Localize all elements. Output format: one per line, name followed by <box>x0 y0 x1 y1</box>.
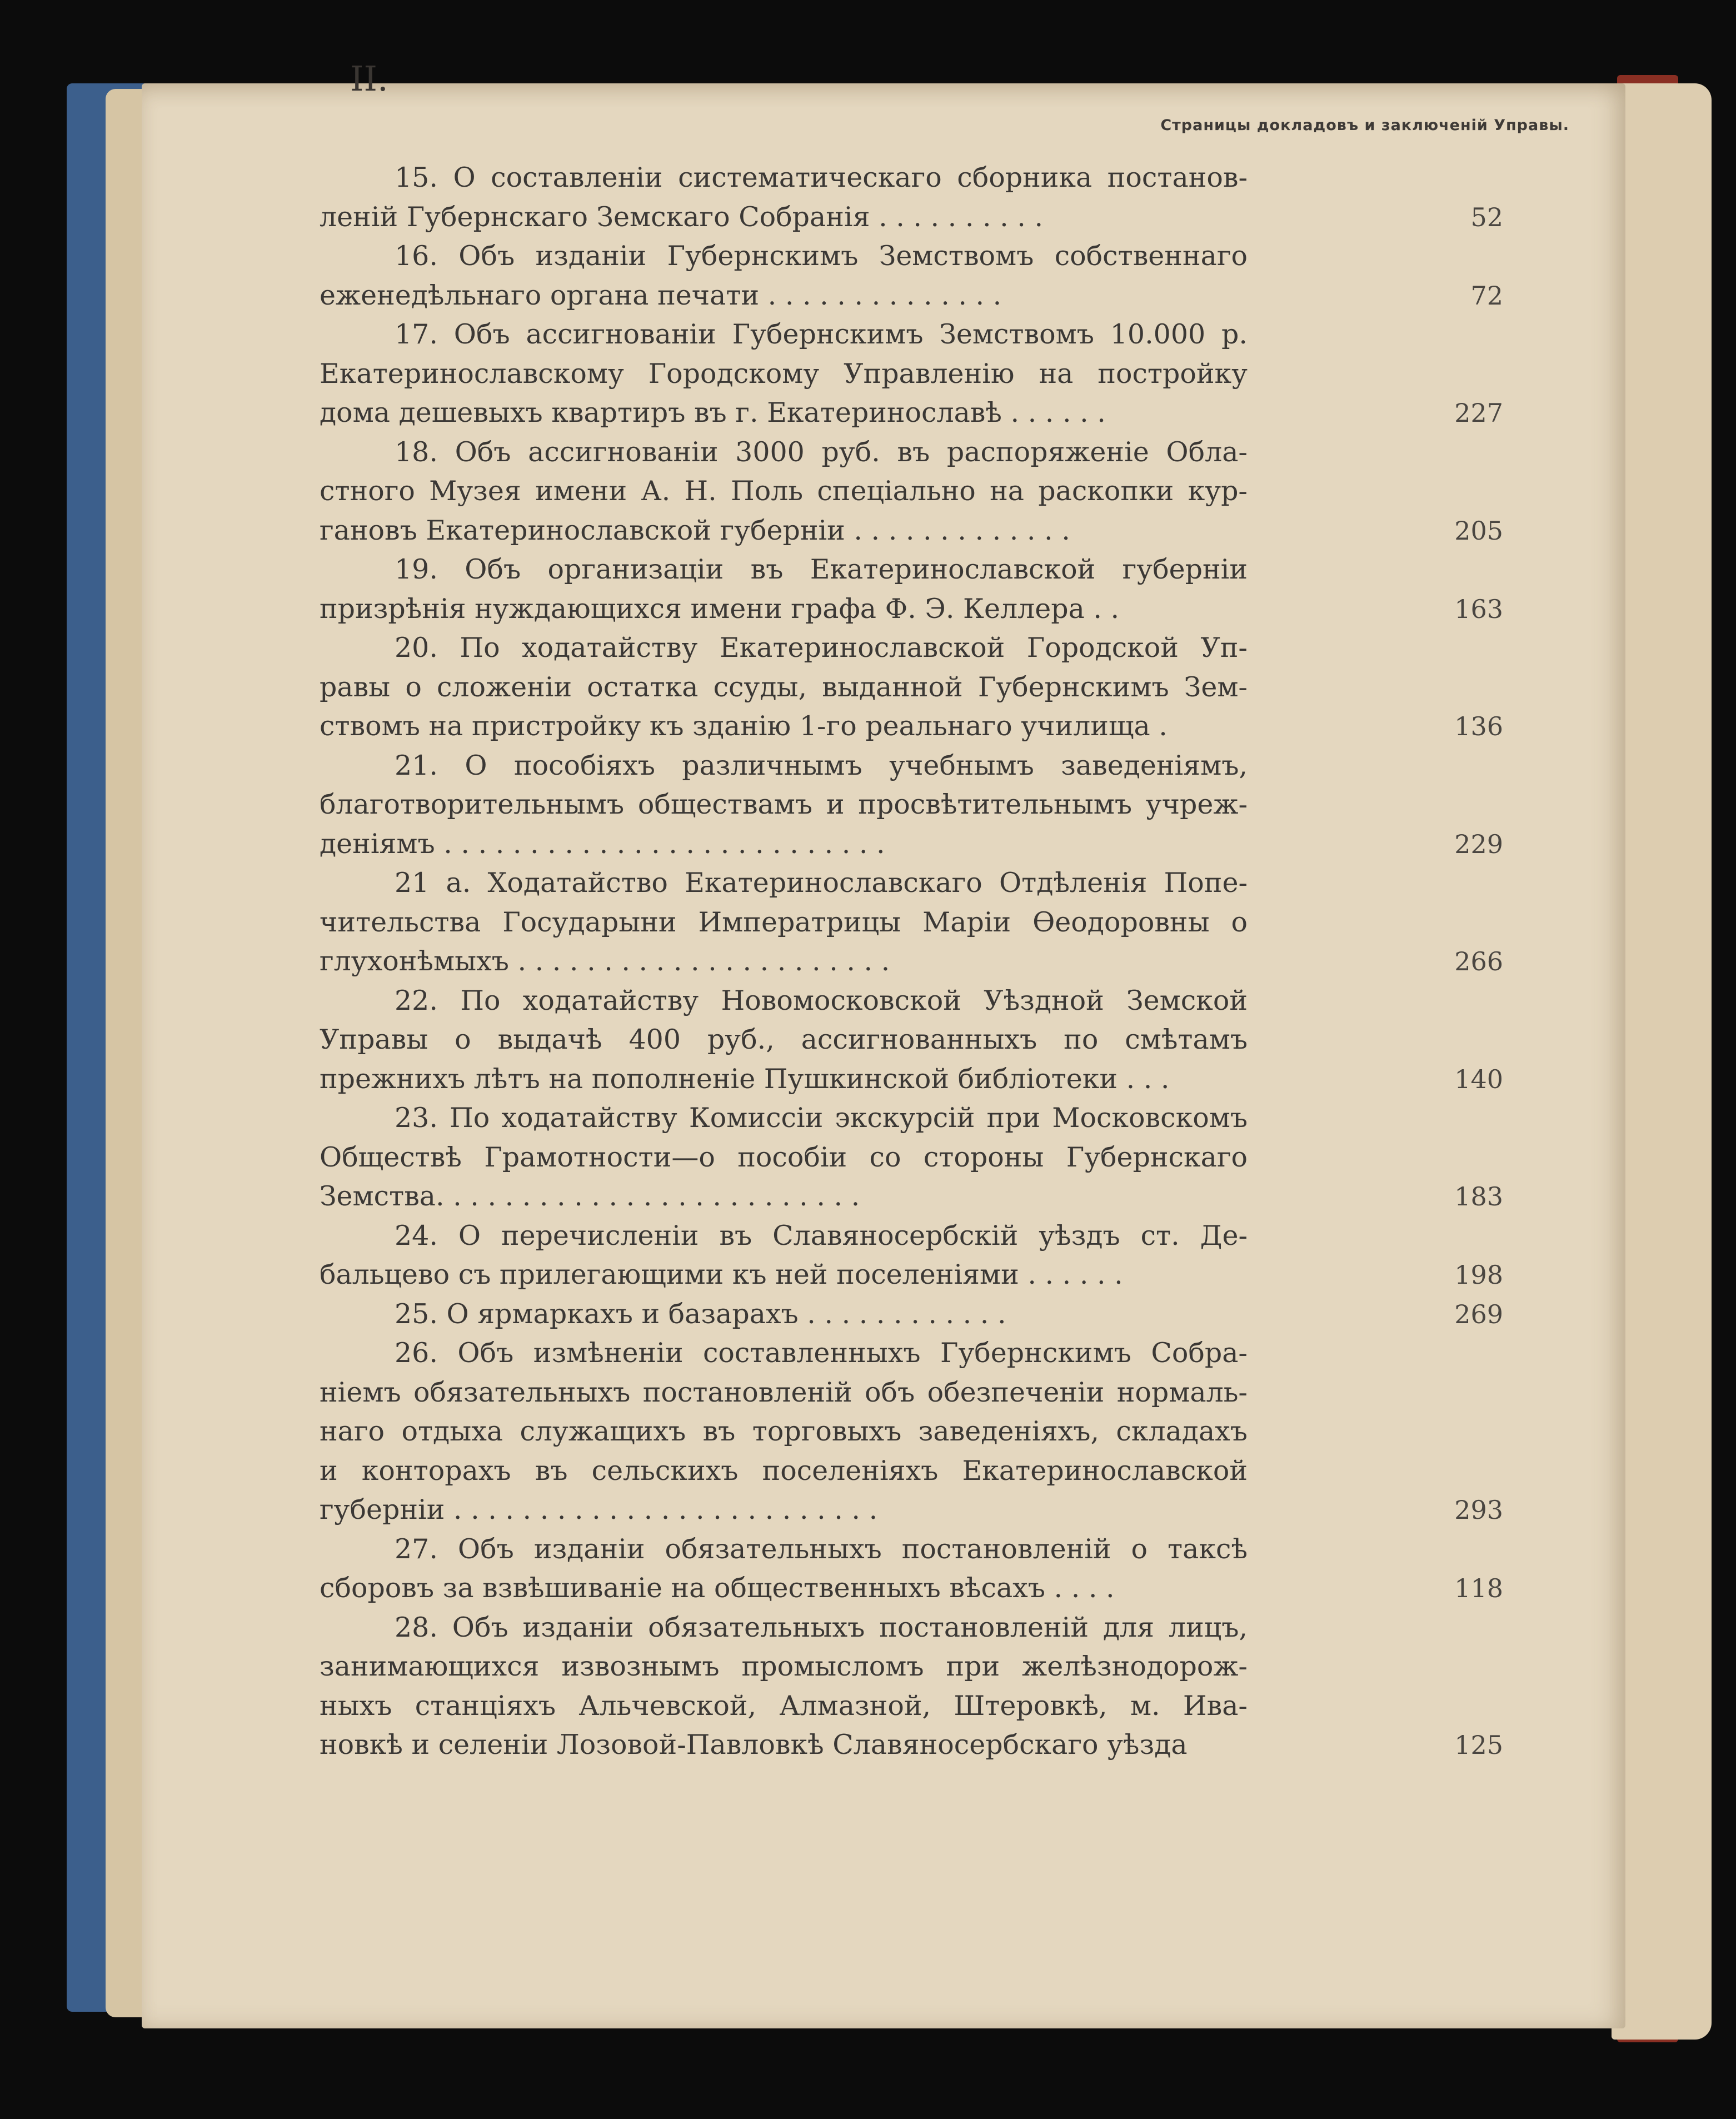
toc-entry-line: сборовъ за взвѣшиваніе на общественныхъ вѣсахъ . . . . <box>320 1572 1115 1604</box>
toc-entry-line: 17. Объ ассигнованіи Губернскимъ Земствомъ 10.000 р. <box>395 318 1248 350</box>
toc-entry <box>320 315 1503 433</box>
toc-entry-line: ныхъ станціяхъ Альчевской, Алмазной, Штеровкѣ, м. Ива- <box>320 1689 1248 1722</box>
toc-entry-line: стного Музея имени А. Н. Поль спеціально на раскопки кур- <box>320 475 1248 507</box>
toc-entry-line: 26. Объ измѣненіи составленныхъ Губернскимъ Собра- <box>395 1337 1248 1369</box>
toc-page-number: 125 <box>1454 1730 1503 1760</box>
toc-entry <box>320 1216 1503 1295</box>
toc-entry <box>320 1295 1503 1334</box>
toc-page-number: 183 <box>1454 1181 1503 1211</box>
toc-page-number: 52 <box>1470 202 1503 232</box>
toc-entry-line: прежнихъ лѣтъ на пополненіе Пушкинской библіотеки . . . <box>320 1063 1170 1095</box>
toc-entry-line: 21. О пособіяхъ различнымъ учебнымъ заведеніямъ, <box>395 749 1248 781</box>
toc-entry-line: наго отдыха служащихъ въ торговыхъ заведеніяхъ, складахъ <box>320 1415 1248 1447</box>
toc-entry-line: гановъ Екатеринославской губерніи . . . . . . . . . . . . . <box>320 514 1070 546</box>
toc-page-number: 72 <box>1470 280 1503 311</box>
toc-page-number: 198 <box>1454 1260 1503 1290</box>
toc-entry <box>320 1099 1503 1216</box>
toc-entry <box>320 433 1503 551</box>
toc-entry-line: ніемъ обязательныхъ постановленій объ обезпеченіи нормаль- <box>320 1376 1248 1408</box>
toc-entry-line: бальцево съ прилегающими къ ней поселеніями . . . . . . <box>320 1259 1123 1290</box>
toc-entry-line: еженедѣльнаго органа печати . . . . . . . . . . . . . . <box>320 279 1002 311</box>
toc-page-number: 293 <box>1454 1495 1503 1525</box>
toc-entry-line: чительства Государыни Императрицы Маріи Ѳеодоровны о <box>320 906 1248 938</box>
toc-page-number: 205 <box>1454 515 1503 546</box>
toc-entry-line: губерніи . . . . . . . . . . . . . . . . . . . . . . . . . <box>320 1494 878 1525</box>
column-header: Страницы докладовъ и заключеній Управы. <box>1160 117 1569 134</box>
toc-entry <box>320 1334 1503 1530</box>
toc-page-number: 227 <box>1454 398 1503 428</box>
toc-entry <box>320 864 1503 981</box>
toc-entry-line: 15. О составленіи систематическаго сборника постанов- <box>395 162 1248 193</box>
toc-entry-line: 19. Объ организаціи въ Екатеринославской губерніи <box>395 554 1248 585</box>
toc-page-number: 118 <box>1454 1573 1503 1603</box>
toc-entry <box>320 981 1503 1099</box>
toc-entry <box>320 746 1503 864</box>
toc-entry-line: Екатеринославскому Городскому Управленію на постройку <box>320 357 1248 390</box>
toc-entry-line: ствомъ на пристройку къ зданію 1-го реальнаго училища . <box>320 710 1168 742</box>
toc-entry-line: призрѣнія нуждающихся имени графа Ф. Э. Келлера . . <box>320 592 1120 625</box>
toc-entry-line: глухонѣмыхъ . . . . . . . . . . . . . . . . . . . . . . <box>320 945 890 977</box>
toc-entry-line: 24. О перечисленіи въ Славяносербскій уѣздъ ст. Де- <box>395 1219 1248 1252</box>
table-of-contents <box>320 158 1503 1765</box>
toc-page-number: 266 <box>1454 946 1503 976</box>
toc-entry-line: Управы о выдачѣ 400 руб., ассигнованныхъ по смѣтамъ <box>320 1024 1248 1055</box>
toc-entry-line: и конторахъ въ сельскихъ поселеніяхъ Екатеринославской <box>320 1454 1248 1487</box>
toc-entry-line: 16. Объ изданіи Губернскимъ Земствомъ собственнаго <box>395 240 1248 272</box>
toc-entry-line: 28. Объ изданіи обязательныхъ постановленій для лицъ, <box>395 1611 1248 1643</box>
toc-entry <box>320 629 1503 746</box>
toc-entry-line: дома дешевыхъ квартиръ въ г. Екатеринославѣ . . . . . . <box>320 397 1106 428</box>
toc-entry <box>320 550 1503 629</box>
toc-entry-line: 20. По ходатайству Екатеринославской Городской Уп- <box>395 632 1248 664</box>
toc-entry-line: 21 а. Ходатайство Екатеринославскаго Отдѣленія Попе- <box>395 867 1248 899</box>
toc-entry <box>320 237 1503 315</box>
facing-page-edge <box>1612 83 1712 2040</box>
toc-entry-line: 25. О ярмаркахъ и базарахъ . . . . . . . . . . . . <box>395 1298 1006 1330</box>
toc-page-number: 136 <box>1454 711 1503 741</box>
toc-entry-line: 22. По ходатайству Новомосковской Уѣздной Земской <box>395 984 1248 1016</box>
page-number: II. <box>350 58 388 99</box>
toc-entry-line: Земства. . . . . . . . . . . . . . . . . . . . . . . . . <box>320 1180 860 1212</box>
toc-entry <box>320 1608 1503 1765</box>
toc-page-number: 140 <box>1454 1064 1503 1094</box>
toc-entry-line: 18. Объ ассигнованіи 3000 руб. въ распоряженіе Обла- <box>395 436 1248 468</box>
toc-entry-line: 27. Объ изданіи обязательныхъ постановленій о таксѣ <box>395 1533 1248 1565</box>
toc-entry-line: леній Губернскаго Земскаго Собранія . . . . . . . . . . <box>320 201 1044 233</box>
toc-entry <box>320 1530 1503 1608</box>
toc-entry-line: благотворительнымъ обществамъ и просвѣтительнымъ учреж- <box>320 789 1248 820</box>
toc-page-number: 229 <box>1454 829 1503 859</box>
toc-entry-line: занимающихся извознымъ промысломъ при желѣзнодорож- <box>320 1651 1248 1682</box>
toc-entry <box>320 158 1503 237</box>
toc-page-number: 269 <box>1454 1299 1503 1329</box>
toc-entry-line: Обществѣ Грамотности—о пособіи со стороны Губернскаго <box>320 1141 1248 1173</box>
toc-entry-line: 23. По ходатайству Комиссіи экскурсій при Московскомъ <box>395 1102 1248 1134</box>
toc-page-number: 163 <box>1454 594 1503 624</box>
toc-entry-line: равы о сложеніи остатка ссуды, выданной Губернскимъ Зем- <box>320 671 1248 703</box>
toc-entry-line: деніямъ . . . . . . . . . . . . . . . . . . . . . . . . . . <box>320 827 885 860</box>
toc-entry-line: новкѣ и селеніи Лозовой-Павловкѣ Славяносербскаго уѣзда <box>320 1729 1188 1761</box>
